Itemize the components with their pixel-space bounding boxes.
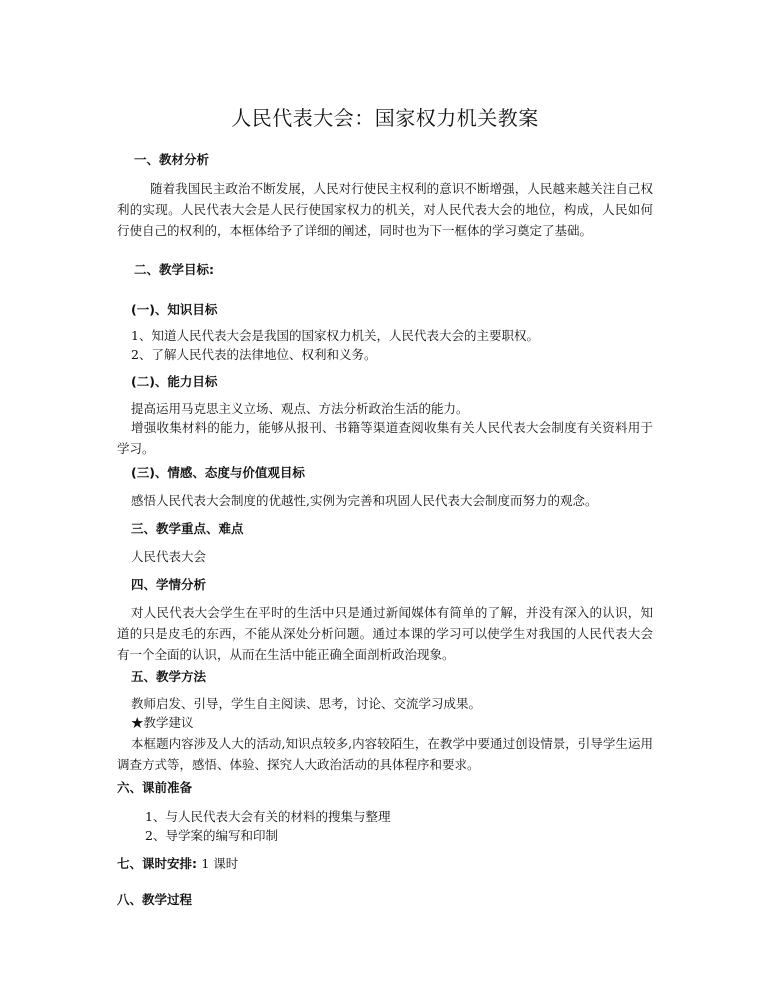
preparation-item-2: 2、导学案的编写和印制 (145, 828, 278, 843)
material-analysis-paragraph: 随着我国民主政治不断发展，人民对行使民主权利的意识不断增强，人民越来越关注自己权利的实现。人民代表大会是人民行使国家权力的机关，对人民代表大会的地位，构成，人民如何行使自己的权利的，本框体给予了详细的阐述，同时也为下一框体的学习奠定了基础。 (117, 181, 653, 238)
section-heading-preparation: 六、课前准备 (117, 780, 193, 795)
ability-goal-paragraph: 增强收集材料的能力，能够从报刊、书籍等渠道查阅收集有关人民代表大会制度有关资料用于学习。 (117, 420, 653, 456)
teaching-methods-line: 教师启发、引导，学生自主阅读、思考，讨论、交流学习成果。 (131, 696, 482, 711)
subheading-emotion-goals: (三)、情感、态度与价值观目标 (131, 465, 305, 480)
section-heading-material-analysis: 一、教材分析 (134, 152, 210, 167)
teaching-suggestion-label: ★教学建议 (131, 715, 194, 730)
schedule-value: 1 课时 (201, 856, 239, 871)
section-heading-learner-analysis: 四、学情分析 (131, 577, 207, 592)
section-heading-teaching-goals: 二、教学目标: (134, 262, 214, 277)
section-heading-schedule (117, 855, 238, 873)
section-heading-teaching-process: 八、教学过程 (117, 892, 193, 907)
subheading-knowledge-goals: (一)、知识目标 (131, 302, 218, 317)
subheading-ability-goals: (二)、能力目标 (131, 374, 218, 389)
emotion-goal-line: 感悟人民代表大会制度的优越性,实例为完善和巩固人民代表大会制度而努力的观念。 (131, 493, 598, 508)
section-heading-teaching-methods: 五、教学方法 (131, 669, 207, 684)
knowledge-goal-item-2: 2、了解人民代表的法律地位、权利和义务。 (131, 347, 377, 362)
learner-analysis-paragraph: 对人民代表大会学生在平时的生活中只是通过新闻媒体有简单的了解，并没有深入的认识，知道的只是皮毛的东西，不能从深处分析问题。通过本课的学习可以使学生对我国的人民代表大会有一个全面的认识，从而在生活中能正确全面剖析政治现象。 (117, 605, 653, 662)
ability-goal-line-1: 提高运用马克思主义立场、观点、方法分析政治生活的能力。 (131, 401, 469, 416)
schedule-label: 七、课时安排: (117, 856, 197, 871)
section-heading-key-points: 三、教学重点、难点 (131, 521, 244, 536)
preparation-item-1: 1、与人民代表大会有关的材料的搜集与整理 (145, 809, 391, 824)
teaching-suggestion-paragraph: 本框题内容涉及人大的活动,知识点较多,内容较陌生，在教学中要通过创设情景，引导学生运用调查方式等，感悟、体验、探究人大政治活动的具体程序和要求。 (117, 736, 653, 772)
key-points-line: 人民代表大会 (131, 549, 207, 564)
document-title: 人民代表大会：国家权力机关教案 (231, 106, 539, 130)
knowledge-goal-item-1: 1、知道人民代表大会是我国的国家权力机关，人民代表大会的主要职权。 (131, 328, 539, 343)
